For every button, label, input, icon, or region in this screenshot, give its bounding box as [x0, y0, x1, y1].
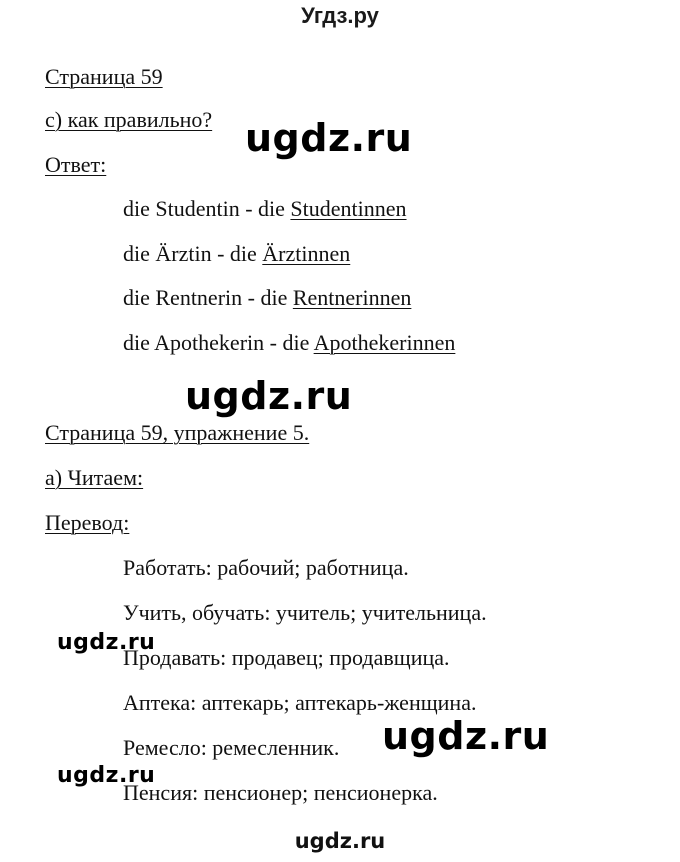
translation-line: Пенсия: пенсионер; пенсионерка. — [123, 780, 438, 805]
pair-row — [123, 330, 455, 356]
section2-task: а) Читаем: — [45, 465, 144, 490]
pair-row — [123, 196, 407, 222]
translation-line: Аптека: аптекарь; аптекарь-женщина. — [123, 690, 477, 715]
section1-task: с) как правильно? — [45, 107, 213, 132]
watermark: ugdz.ru — [57, 763, 156, 788]
pair-singular: die Rentnerin - die — [123, 285, 293, 310]
watermark: ugdz.ru — [245, 116, 413, 160]
footer-watermark: ugdz.ru — [294, 829, 386, 853]
translation-line: Работать: рабочий; работница. — [123, 555, 409, 580]
translation-label: Перевод: — [45, 510, 130, 535]
section1-heading: Страница 59 — [45, 64, 163, 89]
translation-line: Продавать: продавец; продавщица. — [123, 645, 450, 670]
pair-singular: die Ärztin - die — [123, 241, 263, 266]
site-title: Угдз.ру — [301, 3, 379, 28]
pair-plural: Ärztinnen — [262, 241, 351, 266]
answer-label: Ответ: — [45, 152, 107, 177]
translation-line: Ремесло: ремесленник. — [123, 735, 340, 760]
pair-singular: die Apothekerin - die — [123, 330, 314, 355]
pair-plural: Apothekerinnen — [313, 330, 456, 355]
section2-heading: Страница 59, упражнение 5. — [45, 420, 310, 445]
pair-singular: die Studentin - die — [123, 196, 291, 221]
pair-row — [123, 285, 411, 311]
watermark: ugdz.ru — [57, 630, 156, 655]
watermark: ugdz.ru — [185, 374, 353, 418]
translation-line: Учить, обучать: учитель; учительница. — [123, 600, 487, 625]
pair-plural: Rentnerinnen — [292, 285, 412, 310]
pair-plural: Studentinnen — [290, 196, 407, 221]
watermark: ugdz.ru — [382, 714, 550, 758]
pair-row — [123, 241, 350, 267]
